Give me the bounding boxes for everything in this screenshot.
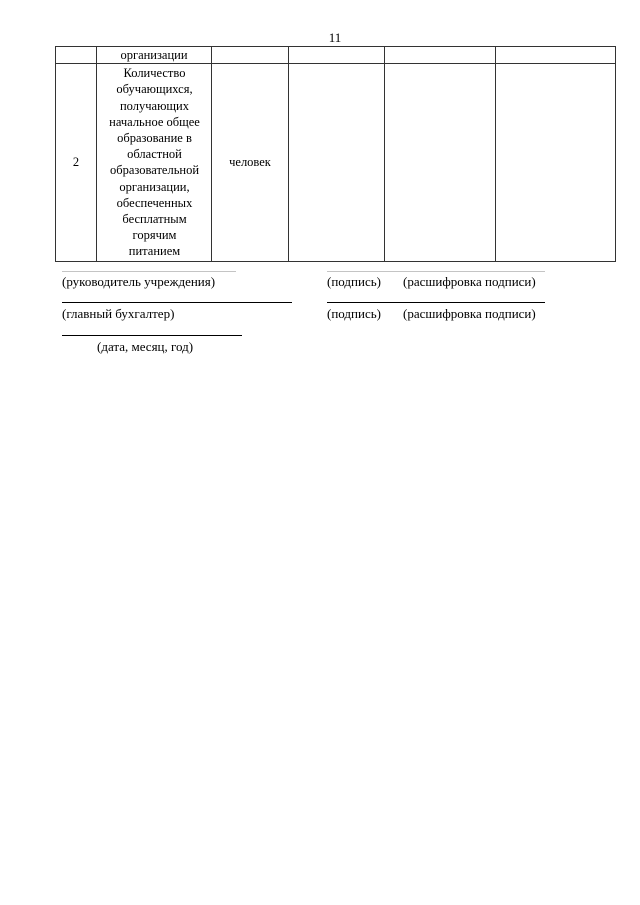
- table-row: [56, 64, 616, 261]
- cell-value-1-prev: [289, 47, 385, 64]
- cell-value-1: [289, 64, 385, 261]
- cell-value-3-prev: [496, 47, 616, 64]
- accountant-signature-line: [62, 302, 292, 303]
- page-number: 11: [328, 30, 342, 45]
- cell-row-number: 2: [56, 64, 97, 261]
- head-signature-label: (подпись): [327, 274, 381, 289]
- head-decoding-label: (расшифровка подписи): [403, 274, 536, 289]
- cell-unit-prev: [212, 47, 289, 64]
- date-label: (дата, месяц, год): [97, 339, 194, 354]
- table-row-continued: [56, 47, 616, 64]
- accountant-label: (главный бухгалтер): [62, 306, 175, 321]
- head-signature-decoding-line: [327, 271, 545, 272]
- cell-indicator-prev: организации: [97, 47, 212, 64]
- cell-value-3: [496, 64, 616, 261]
- report-table: [55, 46, 616, 262]
- head-label: (руководитель учреждения): [62, 274, 216, 289]
- cell-number-prev: [56, 47, 97, 64]
- indicator-text: Количество обучающихся, получающих начальное общее образование в областной образовательной организации, обеспеченных бесплатным горячим питанием: [109, 66, 200, 259]
- accountant-signature-decoding-line: [327, 302, 545, 303]
- cell-value-2: [385, 64, 496, 261]
- accountant-decoding-label: (расшифровка подписи): [403, 306, 536, 321]
- accountant-signature-label: (подпись): [327, 306, 381, 321]
- cell-unit: человек: [212, 64, 289, 261]
- head-signature-line: [62, 271, 236, 272]
- date-line: [62, 335, 242, 336]
- cell-indicator: [97, 64, 212, 261]
- cell-value-2-prev: [385, 47, 496, 64]
